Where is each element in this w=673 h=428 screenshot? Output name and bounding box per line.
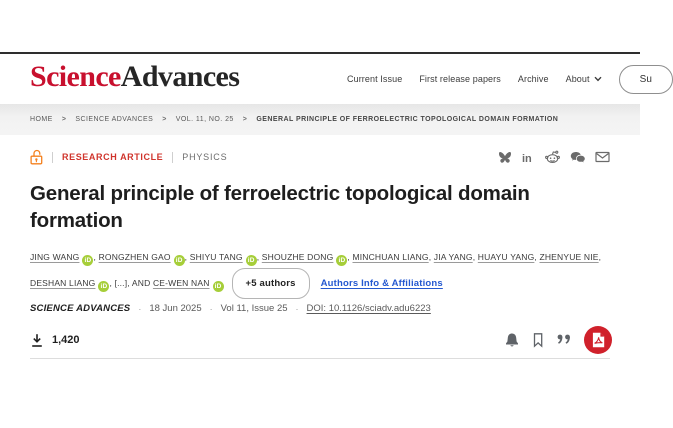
author-link-shiyu-tang[interactable]: SHIYU TANG	[189, 252, 243, 262]
cite-icon	[556, 333, 573, 347]
publish-date: 18 Jun 2025	[149, 303, 202, 314]
share-reddit-button[interactable]	[545, 150, 560, 164]
article-meta-row	[30, 148, 610, 166]
separator-dot: ·	[209, 303, 213, 314]
breadcrumb-item-vol-11-no-25[interactable]: VOL. 11, NO. 25	[175, 116, 234, 123]
divider	[52, 152, 53, 163]
nav-item-first-release-papers[interactable]: First release papers	[419, 74, 501, 84]
breadcrumb-separator-icon: >	[61, 116, 67, 123]
reddit-icon	[545, 150, 560, 164]
orcid-icon[interactable]: iD	[82, 255, 93, 266]
separator-dot: ·	[295, 303, 299, 314]
open-access-icon	[30, 149, 43, 165]
breadcrumb	[0, 104, 640, 135]
downloads-metric[interactable]	[30, 333, 80, 348]
breadcrumb-item-home[interactable]: HOME	[30, 116, 53, 123]
author-link-jia-yang[interactable]: JIA YANG	[433, 252, 473, 262]
separator-dot: ·	[138, 303, 142, 314]
breadcrumb-item-science-advances[interactable]: SCIENCE ADVANCES	[75, 116, 154, 123]
notifications-bell-button[interactable]	[504, 332, 520, 349]
main-nav	[347, 54, 673, 104]
orcid-icon[interactable]: iD	[336, 255, 347, 266]
cite-button[interactable]	[556, 333, 573, 347]
author-link-jing-wang[interactable]: JING WANG	[30, 252, 80, 262]
email-icon	[595, 151, 610, 163]
open-access-icon	[30, 150, 43, 164]
author-link-huayu-yang[interactable]: HUAYU YANG	[477, 252, 535, 262]
orcid-icon[interactable]: iD	[246, 255, 257, 266]
pdf-download-button[interactable]	[584, 326, 612, 354]
orcid-icon[interactable]: iD	[174, 255, 185, 266]
breadcrumb-separator-icon: >	[242, 116, 248, 123]
nav-item-archive[interactable]: Archive	[517, 74, 549, 84]
author-link-ce-wen-nan[interactable]: CE-WEN NAN	[152, 277, 210, 288]
share-wechat-button[interactable]	[570, 150, 585, 164]
site-header	[0, 54, 653, 104]
wechat-icon	[570, 151, 585, 164]
orcid-icon[interactable]: iD	[213, 281, 224, 292]
submit-button[interactable]: Su	[619, 65, 673, 94]
bookmark-button[interactable]	[531, 332, 545, 348]
share-bluesky-button[interactable]	[498, 150, 512, 164]
author-link-shouzhe-dong[interactable]: SHOUZHE DONG	[261, 252, 334, 262]
author-link-rongzhen-gao[interactable]: RONGZHEN GAO	[98, 252, 171, 262]
breadcrumb-separator-icon: >	[162, 116, 167, 123]
article-category-label[interactable]: PHYSICS	[182, 152, 228, 162]
publication-meta	[30, 303, 431, 314]
bell-icon	[504, 332, 520, 349]
article-title: General principle of ferroelectric topological domain formation	[30, 182, 530, 232]
orcid-icon[interactable]: iD	[98, 281, 109, 292]
authors-info-affiliations-link[interactable]: Authors Info & Affiliations	[320, 277, 443, 289]
svg-text:in: in	[522, 152, 532, 165]
pdf-file-icon	[592, 332, 605, 348]
chevron-down-icon	[594, 74, 602, 84]
bookmark-icon	[531, 332, 545, 348]
author-link-minchuan-liang[interactable]: MINCHUAN LIANG	[352, 252, 429, 262]
linkedin-icon	[522, 151, 535, 164]
divider	[172, 152, 173, 163]
science-advances-logo[interactable]	[30, 60, 239, 94]
logo-science-text: Science	[30, 60, 121, 93]
journal-name: SCIENCE ADVANCES	[30, 303, 131, 314]
breadcrumb-item-general-principle-of-fer: GENERAL PRINCIPLE OF FERROELECTRIC TOPOLOGICAL DOMAIN FORMATION	[256, 116, 559, 123]
share-linkedin-button[interactable]	[522, 150, 535, 164]
downloads-count: 1,420	[52, 334, 80, 346]
download-icon	[30, 333, 44, 348]
volume-issue: Vol 11, Issue 25	[220, 303, 288, 314]
nav-item-about[interactable]: About	[566, 74, 602, 84]
download-icon	[30, 333, 44, 348]
author-link-deshan-liang[interactable]: DESHAN LIANG	[30, 277, 96, 288]
more-authors-button[interactable]: +5 authors	[232, 268, 310, 299]
logo-advances-text: Advances	[120, 60, 240, 93]
authors-and-label: AND	[131, 277, 153, 288]
nav-item-current-issue[interactable]: Current Issue	[347, 74, 403, 84]
authors-ellipsis: [...]	[114, 277, 128, 288]
article-toolbar	[30, 326, 612, 354]
doi-link[interactable]: DOI: 10.1126/sciadv.adu6223	[306, 303, 431, 314]
author-list: JING WANG iD , RONGZHEN GAO iD , SHIYU TANG iD , SHOUZHE DONG iD , MINCHUAN LIANG, JIA YANG, HUAYU YANG, ZHENYUE NIE, DESHAN LIANG iD , [...], AND CE-WEN NAN iD +5 authors Authors Info & Affiliations	[30, 247, 624, 299]
article-type-label[interactable]: RESEARCH ARTICLE	[62, 152, 164, 162]
bluesky-icon	[498, 151, 512, 164]
share-email-button[interactable]	[595, 150, 610, 164]
share-icons	[498, 150, 610, 164]
author-link-zhenyue-nie[interactable]: ZHENYUE NIE	[539, 252, 599, 262]
section-divider	[30, 358, 610, 359]
toolbar-actions	[504, 326, 612, 354]
